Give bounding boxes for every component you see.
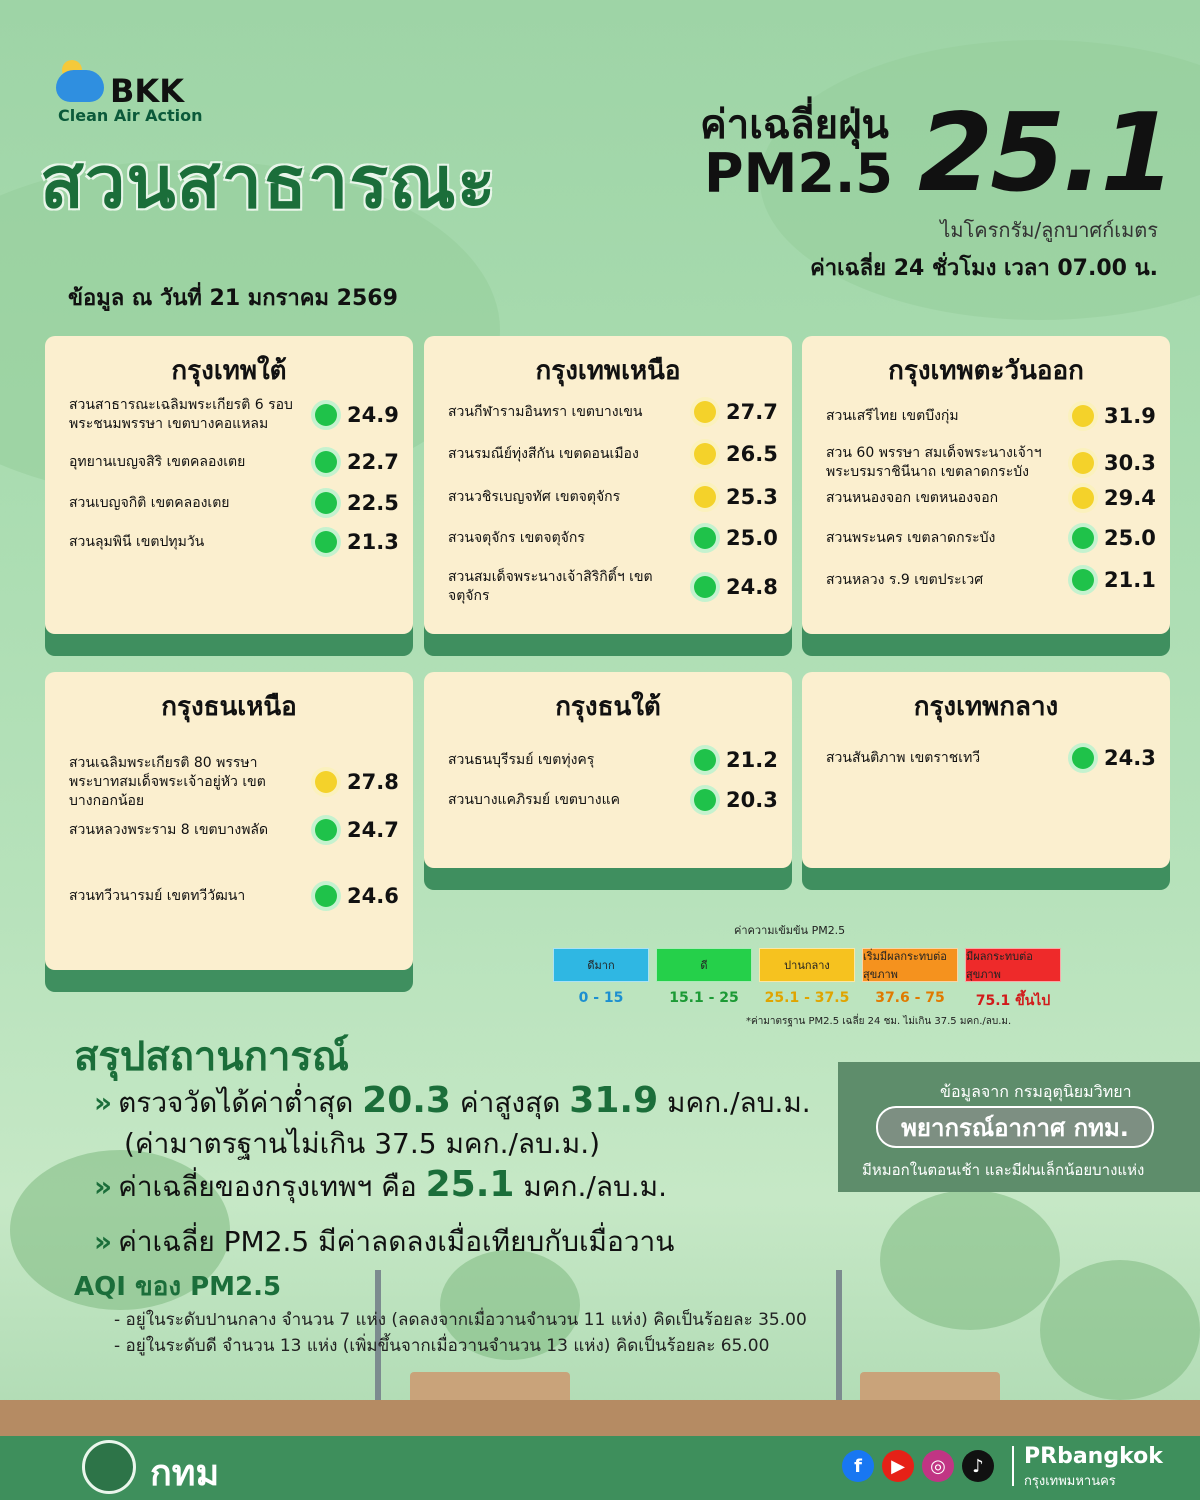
park-pm25-value: 31.9 <box>1104 404 1156 428</box>
park-pm25-value: 21.1 <box>1104 568 1156 592</box>
legend-level-box: มีผลกระทบต่อสุขภาพ <box>965 948 1061 982</box>
aqi-status-dot-icon <box>694 789 716 811</box>
aqi-status-dot-icon <box>1072 747 1094 769</box>
zone-card <box>45 672 413 970</box>
aqi-status-dot-icon <box>694 443 716 465</box>
aqi-title: AQI ของ PM2.5 <box>74 1272 282 1302</box>
divider <box>1012 1446 1014 1486</box>
park-row <box>826 444 1154 482</box>
park-name: สวน 60 พรรษา สมเด็จพระนางเจ้าฯ พระบรมราชินีนาถ เขตลาดกระบัง <box>826 445 1042 480</box>
park-row <box>448 788 776 812</box>
park-name: สวนพระนคร เขตลาดกระบัง <box>826 529 996 546</box>
park-pm25-value: 24.7 <box>347 818 399 842</box>
cloud-icon <box>56 70 104 102</box>
park-row <box>448 485 776 509</box>
park-pm25-value: 24.3 <box>1104 746 1156 770</box>
zone-card <box>424 672 792 868</box>
park-pm25-value: 26.5 <box>726 442 778 466</box>
park-name: สวนหลวงพระราม 8 เขตบางพลัด <box>69 821 269 838</box>
park-name: สวนกีฬารามอินทรา เขตบางเขน <box>448 403 643 420</box>
park-name: สวนวชิรเบญจทัศ เขตจตุจักร <box>448 488 621 505</box>
aqi-status-dot-icon <box>1072 405 1094 427</box>
park-name: สวนสันติภาพ เขตราชเทวี <box>826 749 981 766</box>
park-pm25-value: 22.5 <box>347 491 399 515</box>
legend-level-box: ปานกลาง <box>759 948 855 982</box>
instagram-icon[interactable]: ◎ <box>922 1450 954 1482</box>
youtube-icon[interactable]: ▶ <box>882 1450 914 1482</box>
logo-subtitle: Clean Air Action <box>58 106 203 125</box>
legend-note: *ค่ามาตรฐาน PM2.5 เฉลี่ย 24 ชม. ไม่เกิน 37.5 มคก./ลบ.ม. <box>746 1016 1012 1027</box>
park-name: อุทยานเบญจสิริ เขตคลองเตย <box>69 453 246 470</box>
aqi-status-dot-icon <box>694 486 716 508</box>
park-row <box>69 491 397 515</box>
park-pm25-value: 25.0 <box>1104 526 1156 550</box>
zone-title: กรุงธนใต้ <box>555 692 661 722</box>
zone-card <box>802 336 1170 634</box>
park-pm25-value: 29.4 <box>1104 486 1156 510</box>
aqi-moderate-line: - อยู่ในระดับปานกลาง จำนวน 7 แห่ง (ลดลงจากเมื่อวานจำนวน 11 แห่ง) คิดเป็นร้อยละ 35.00 <box>114 1310 807 1330</box>
park-name: สวนเฉลิมพระเกียรติ 80 พรรษา พระบาทสมเด็จพระเจ้าอยู่หัว เขตบางกอกน้อย <box>69 755 266 809</box>
legend-level-range: 37.6 - 75 <box>875 990 945 1006</box>
park-name: สวนรมณีย์ทุ่งสีกัน เขตดอนเมือง <box>448 445 639 462</box>
park-name: สวนสมเด็จพระนางเจ้าสิริกิติ์ฯ เขตจตุจักร <box>448 569 653 604</box>
aqi-status-dot-icon <box>694 576 716 598</box>
park-name: สวนหลวง ร.9 เขตประเวศ <box>826 571 984 588</box>
park-name: สวนจตุจักร เขตจตุจักร <box>448 529 585 546</box>
park-name: สวนลุมพินี เขตปทุมวัน <box>69 533 205 550</box>
aqi-good-line: - อยู่ในระดับดี จำนวน 13 แห่ง (เพิ่มขึ้นจากเมื่อวานจำนวน 13 แห่ง) คิดเป็นร้อยละ 65.00 <box>114 1336 770 1356</box>
aqi-status-dot-icon <box>1072 487 1094 509</box>
park-row <box>69 818 397 842</box>
chevron-right-icon: » <box>94 1170 113 1203</box>
weather-source: ข้อมูลจาก กรมอุตุนิยมวิทยา <box>940 1082 1132 1101</box>
park-name: สวนเสรีไทย เขตบึงกุ่ม <box>826 407 959 424</box>
weather-forecast-badge: พยากรณ์อากาศ กทม. <box>876 1106 1154 1148</box>
park-row <box>448 568 776 606</box>
zone-card <box>424 336 792 634</box>
park-pm25-value: 25.3 <box>726 485 778 509</box>
lamp-post-decoration <box>836 1270 842 1410</box>
aqi-status-dot-icon <box>315 885 337 907</box>
aqi-status-dot-icon <box>315 531 337 553</box>
zone-card <box>802 672 1170 868</box>
park-row <box>448 526 776 550</box>
aqi-status-dot-icon <box>315 771 337 793</box>
legend-level-range: 75.1 ขึ้นไป <box>975 993 1051 1009</box>
park-pm25-value: 27.8 <box>347 770 399 795</box>
park-row <box>826 746 1154 770</box>
aqi-status-dot-icon <box>1072 452 1094 474</box>
summary-min-label: ตรวจวัดได้ค่าต่ำสุด <box>118 1086 354 1119</box>
data-date: ข้อมูล ณ วันที่ 21 มกราคม 2569 <box>68 286 398 311</box>
summary-line-minmax <box>94 1080 811 1125</box>
chevron-right-icon: » <box>94 1086 113 1119</box>
summary-title: สรุปสถานการณ์ <box>74 1034 349 1080</box>
summary-line-average <box>94 1164 667 1209</box>
zone-title: กรุงเทพกลาง <box>913 692 1059 722</box>
legend-title: ค่าความเข้มข้น PM2.5 <box>734 924 846 937</box>
park-name: สวนหนองจอก เขตหนองจอก <box>826 489 999 506</box>
park-name: สวนบางแคภิรมย์ เขตบางแค <box>448 791 620 808</box>
park-row <box>69 450 397 474</box>
park-pm25-value: 24.6 <box>347 884 399 908</box>
summary-min-value: 20.3 <box>362 1080 451 1121</box>
summary-line-trend <box>94 1220 674 1264</box>
average-pollutant: PM2.5 <box>704 142 893 205</box>
park-row <box>69 754 397 811</box>
legend-level-box: ดี <box>656 948 752 982</box>
park-row <box>448 748 776 772</box>
park-name: สวนทวีวนารมย์ เขตทวีวัฒนา <box>69 887 246 904</box>
aqi-status-dot-icon <box>315 404 337 426</box>
park-pm25-value: 21.2 <box>726 748 778 772</box>
chevron-right-icon: » <box>94 1225 113 1258</box>
park-row <box>826 404 1154 428</box>
park-row <box>826 526 1154 550</box>
park-pm25-value: 24.8 <box>726 574 778 599</box>
aqi-status-dot-icon <box>694 527 716 549</box>
park-row <box>826 568 1154 592</box>
weather-description: มีหมอกในตอนเช้า และมีฝนเล็กน้อยบางแห่ง <box>862 1161 1145 1179</box>
park-row <box>826 486 1154 510</box>
bkk-logo <box>56 60 256 130</box>
legend-level-range: 0 - 15 <box>578 990 624 1006</box>
park-pm25-value: 22.7 <box>347 450 399 474</box>
park-pm25-value: 20.3 <box>726 788 778 812</box>
aqi-status-dot-icon <box>1072 527 1094 549</box>
aqi-status-dot-icon <box>1072 569 1094 591</box>
pr-brand-sub: กรุงเทพมหานคร <box>1024 1474 1116 1489</box>
park-row <box>69 884 397 908</box>
legend-level-box: ดีมาก <box>553 948 649 982</box>
park-name: สวนธนบุรีรมย์ เขตทุ่งครุ <box>448 751 595 768</box>
aqi-status-dot-icon <box>315 819 337 841</box>
aqi-status-dot-icon <box>694 749 716 771</box>
average-label: ค่าเฉลี่ยฝุ่น <box>700 102 889 148</box>
average-value: 25.1 <box>918 91 1173 216</box>
park-pm25-value: 27.7 <box>726 400 778 424</box>
zone-title: กรุงเทพตะวันออก <box>888 356 1084 386</box>
tree-decoration <box>1040 1260 1200 1400</box>
average-unit: ไมโครกรัม/ลูกบาศก์เมตร <box>940 218 1158 242</box>
footer-org-name: กทม <box>150 1453 220 1494</box>
bma-seal-icon <box>82 1440 136 1494</box>
aqi-status-dot-icon <box>315 492 337 514</box>
pr-brand: PRbangkok <box>1024 1444 1163 1469</box>
tree-decoration <box>880 1190 1060 1330</box>
summary-average-label: ค่าเฉลี่ยของกรุงเทพฯ คือ <box>118 1170 417 1203</box>
summary-max-value: 31.9 <box>569 1080 659 1121</box>
zone-title: กรุงธนเหนือ <box>161 692 297 722</box>
park-name: สวนเบญจกิติ เขตคลองเตย <box>69 494 230 511</box>
park-pm25-value: 30.3 <box>1104 450 1156 475</box>
summary-average-unit: มคก./ลบ.ม. <box>523 1170 668 1203</box>
average-time: ค่าเฉลี่ย 24 ชั่วโมง เวลา 07.00 น. <box>810 256 1158 281</box>
summary-max-label: ค่าสูงสุด <box>459 1086 561 1119</box>
zone-title: กรุงเทพเหนือ <box>535 356 681 386</box>
page-title: สวนสาธารณะ <box>40 140 497 224</box>
summary-average-value: 25.1 <box>425 1164 515 1205</box>
ground-decoration <box>0 1400 1200 1440</box>
park-pm25-value: 25.0 <box>726 526 778 550</box>
park-row <box>69 530 397 554</box>
aqi-status-dot-icon <box>315 451 337 473</box>
park-name: สวนสาธารณะเฉลิมพระเกียรติ 6 รอบ พระชนมพรรษา เขตบางคอแหลม <box>69 397 293 432</box>
park-row <box>448 400 776 424</box>
park-pm25-value: 24.9 <box>347 402 399 427</box>
park-row <box>69 396 397 434</box>
tiktok-icon[interactable]: ♪ <box>962 1450 994 1482</box>
logo-text: BKK <box>110 72 184 110</box>
aqi-status-dot-icon <box>694 401 716 423</box>
legend-level-box: เริ่มมีผลกระทบต่อสุขภาพ <box>862 948 958 982</box>
summary-trend-text: ค่าเฉลี่ย PM2.5 มีค่าลดลงเมื่อเทียบกับเมื่อวาน <box>118 1225 675 1258</box>
facebook-icon[interactable]: f <box>842 1450 874 1482</box>
summary-standard-note: (ค่ามาตรฐานไม่เกิน 37.5 มคก./ลบ.ม.) <box>124 1127 601 1160</box>
legend-level-range: 25.1 - 37.5 <box>764 990 850 1006</box>
zone-card <box>45 336 413 634</box>
park-row <box>448 442 776 466</box>
zone-title: กรุงเทพใต้ <box>171 356 287 386</box>
summary-unit: มคก./ลบ.ม. <box>667 1086 811 1119</box>
legend-level-range: 15.1 - 25 <box>669 990 739 1006</box>
park-pm25-value: 21.3 <box>347 530 399 554</box>
